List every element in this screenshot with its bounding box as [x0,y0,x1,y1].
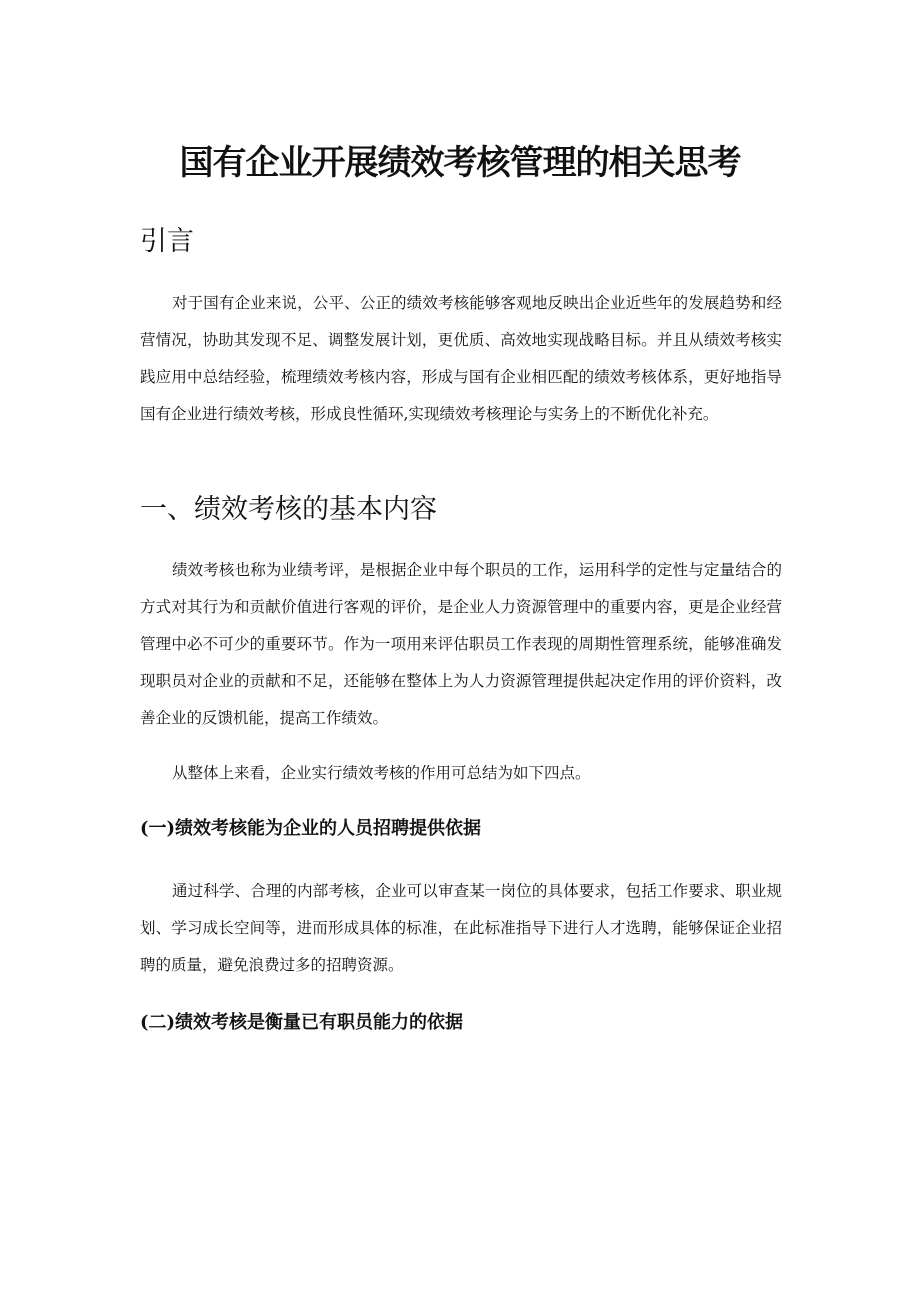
section1-paragraph2: 从整体上来看，企业实行绩效考核的作用可总结为如下四点。 [172,764,591,782]
sub2-heading: (二)绩效考核是衡量已有职员能力的依据 [140,1012,464,1033]
intro-heading: 引言 [140,226,194,257]
sub1-heading: (一)绩效考核能为企业的人员招聘提供依据 [140,818,482,839]
intro-paragraph: 对于国有企业来说，公平、公正的绩效考核能够客观地反映出企业近些年的发展趋势和经营情况，协助其发现不足、调整发展计划，更优质、高效地实现战略目标。并且从绩效考核实践应用中总结经验，梳理绩效考核内容，形成与国有企业相匹配的绩效考核体系，更好地指导国有企业进行绩效考核，形成良性循环,实现绩效考核理论与实务上的不断优化补充。 [140,294,782,423]
section1-heading: 一、绩效考核的基本内容 [140,494,437,525]
document-title: 国有企业开展绩效考核管理的相关思考 [179,143,741,183]
sub1-paragraph: 通过科学、合理的内部考核，企业可以审查某一岗位的具体要求，包括工作要求、职业规划、学习成长空间等，进而形成具体的标准，在此标准指导下进行人才选聘，能够保证企业招聘的质量，避免浪费过多的招聘资源。 [140,882,782,974]
section1-paragraph1: 绩效考核也称为业绩考评，是根据企业中每个职员的工作，运用科学的定性与定量结合的方式对其行为和贡献价值进行客观的评价，是企业人力资源管理中的重要内容，更是企业经营管理中必不可少的重要环节。作为一项用来评估职员工作表现的周期性管理系统，能够准确发现职员对企业的贡献和不足，还能够在整体上为人力资源管理提供起决定作用的评价资料，改善企业的反馈机能，提高工作绩效。 [140,561,782,727]
